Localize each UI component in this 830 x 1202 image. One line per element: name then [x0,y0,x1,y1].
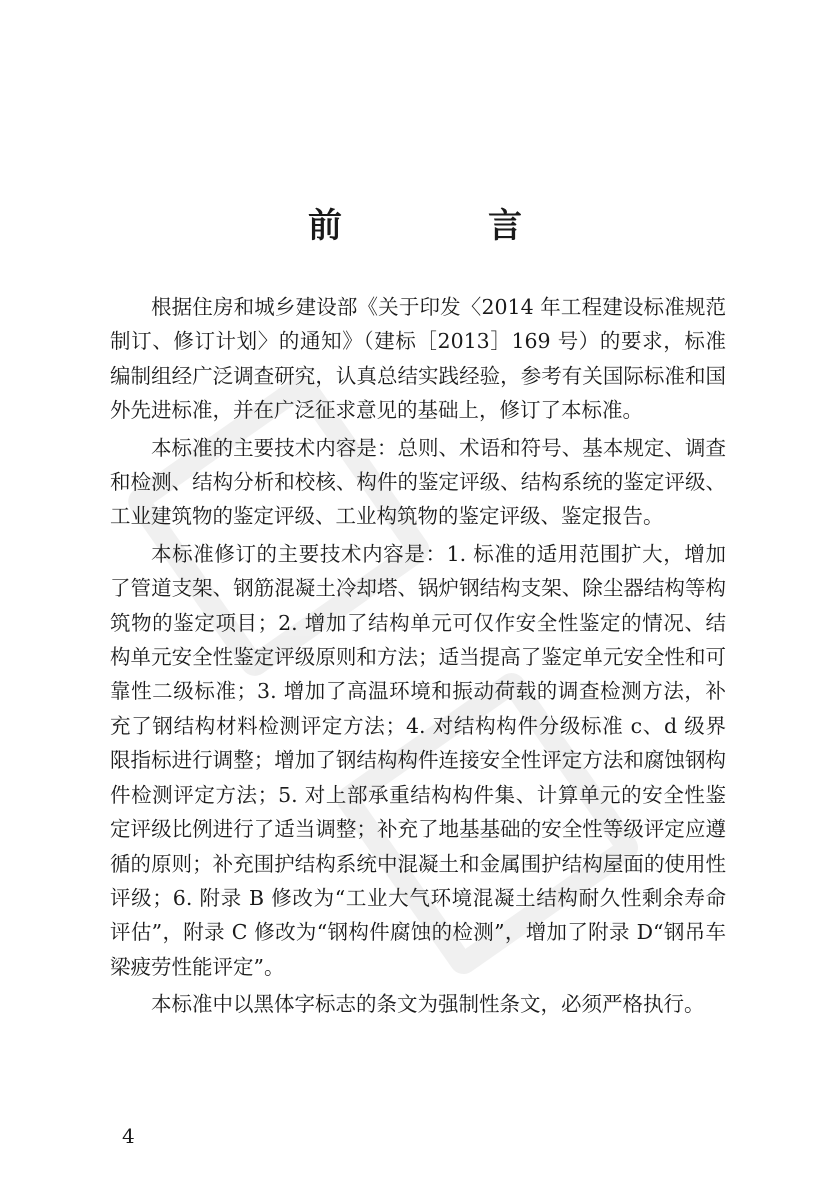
page-title: 前 言 [308,206,578,246]
page-number: 4 [122,1124,135,1148]
paragraph-revision-content: 本标准修订的主要技术内容是：1. 标准的适用范围扩大，增加了管道支架、钢筋混凝土冷却塔、锅炉钢结构支架、除尘器结构等构筑物的鉴定项目；2. 增加了结构单元可仅作安全性鉴定的情况、结构单元安全性鉴定评级原则和方法；适当提高了鉴定单元安全性和可靠性二级标准；3. 增加了高温环境和振动荷载的调查检测方法，补充了钢结构材料检测评定方法；4. 对结构构件分级标准 c、d 级界限指标进行调整；增加了钢结构构件连接安全性评定方法和腐蚀钢构件检测评定方法；5. 对上部承重结构构件集、计算单元的安全性鉴定评级比例进行了适当调整；补充了地基基础的安全性等级评定应遵循的原则；补充围护结构系统中混凝土和金属围护结构屋面的使用性评级；6. 附录 B 修改为“工业大气环境混凝土结构耐久性剩余寿命评估”，附录 C 修改为“钢构件腐蚀的检测”，增加了附录 D“钢吊车梁疲劳性能评定”。 [110,541,726,979]
paragraph-requirement: 根据住房和城乡建设部《关于印发〈2014 年工程建设标准规范制订、修订计划〉的通知》（建标［2013］169 号）的要求，标准编制组经广泛调查研究，认真总结实践经验，参考有关国际标准和国外先进标准，并在广泛征求意见的基础上，修订了本标准。 [110,295,726,423]
preface-body [110,290,726,1025]
paragraph-main-content: 本标准的主要技术内容是：总则、术语和符号、基本规定、调查和检测、结构分析和校核、构件的鉴定评级、结构系统的鉴定评级、工业建筑物的鉴定评级、工业构筑物的鉴定评级、鉴定报告。 [110,435,726,529]
paragraph-mandatory-provisions: 本标准中以黑体字标志的条文为强制性条文，必须严格执行。 [151,992,705,1017]
